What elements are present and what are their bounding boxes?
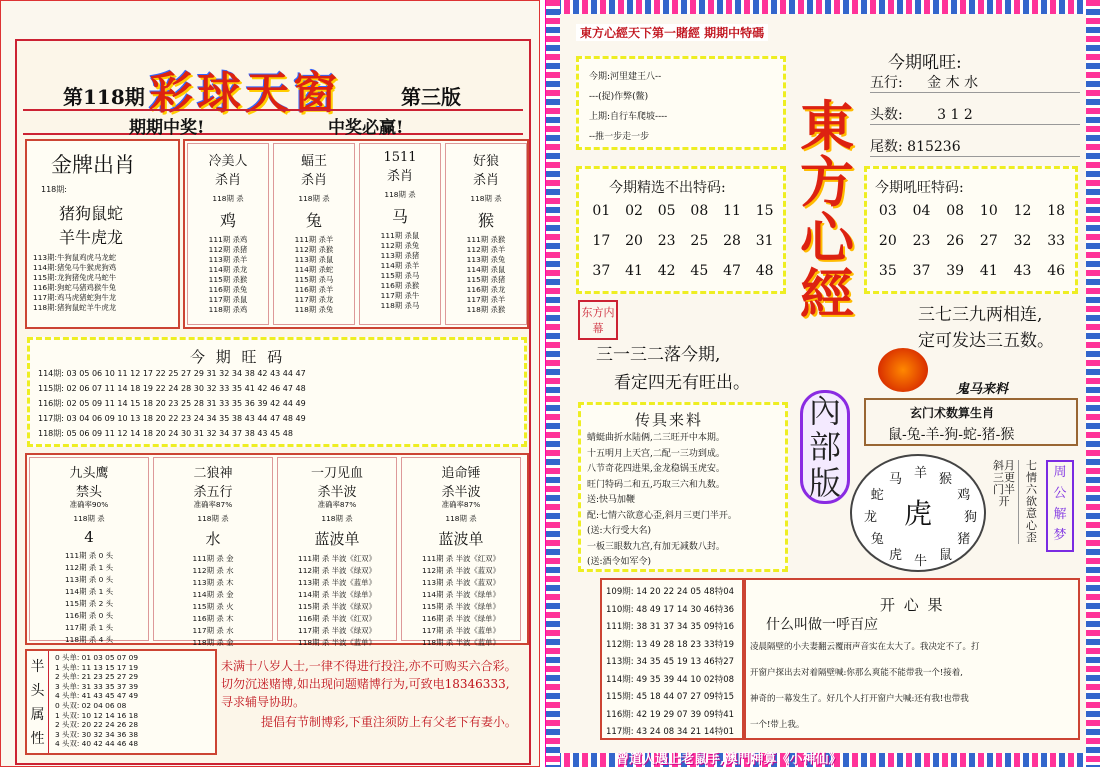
kill-column-name: 蝠王 (300, 154, 327, 169)
kill-column-rows (360, 231, 440, 311)
gold-history-row: 115期:龙狗猪兔虎马蛇牛 (33, 273, 117, 282)
banshou-row: 3 头单: 31 33 35 37 39 (55, 681, 139, 691)
tema-number: 08 (946, 203, 965, 219)
kaixin-line: 神奇的一幕发生了。好几个人打开窗户大喊:还有我!也带我 (750, 694, 969, 704)
kill-box-pick: 蓝波单 (438, 530, 484, 548)
gold-history-row: 118期:猪狗鼠蛇羊牛虎龙 (33, 303, 117, 312)
weishu-label: 尾数: (870, 139, 903, 155)
kill-box-pick: 蓝波单 (314, 530, 360, 548)
kill-box-name: 追命锤 (441, 466, 481, 481)
kill-box-type: 杀五行 (193, 485, 233, 500)
zodiac-ring-char: 蛇 (870, 488, 884, 503)
notice-text-2: 提倡有节制博彩,下重注须防上有父老下有妻小。 (261, 715, 517, 729)
tema-number: 04 (912, 203, 931, 219)
houwang-box (866, 44, 1084, 162)
dongfang-brand: 東方心經 (800, 94, 854, 326)
kill-column-pick: 鸡 (219, 211, 236, 230)
edition-label: 第三版 (401, 85, 461, 109)
tema-number: 43 (1013, 263, 1032, 279)
kill-column-row: 116期 杀龙 (466, 285, 506, 294)
buchu-number: 47 (723, 263, 741, 279)
kill-column-row: 113期 杀鼠 (294, 255, 334, 264)
kill-box-accuracy: 准确率87% (441, 500, 481, 509)
kill-column-row: 115期 杀猪 (466, 275, 506, 284)
kill-column-rows (188, 235, 268, 315)
kill-column-rows (446, 235, 526, 315)
side-text-3: 周公解梦 (1046, 460, 1074, 552)
kill-box-row: 111期 杀 金 (192, 554, 234, 563)
kill-column-type: 杀肖 (300, 173, 327, 188)
kill-box-row: 112期 杀 1 头 (64, 563, 114, 572)
buchu-number: 15 (755, 203, 774, 219)
kill-column-sub: 118期 杀 (298, 194, 330, 203)
kill-column-row: 111期 杀猴 (466, 235, 506, 244)
kill-box-rows (30, 550, 148, 646)
clue-line: 今期:河里建王八-- (589, 72, 662, 82)
kill-box-row: 114期 杀 金 (192, 590, 234, 599)
buchu-title: 今期精选不出特码: (609, 180, 726, 196)
kill-box-name: 九头鹰 (69, 466, 109, 481)
wheel-center: 虎 (904, 497, 933, 530)
buchu-number: 42 (657, 263, 676, 279)
kill-column-row: 115期 杀猴 (208, 275, 248, 284)
kill-box-name: 二狼神 (193, 466, 233, 481)
history-row: 113期: 34 35 45 19 13 46特27 (606, 657, 735, 667)
tema-number: 41 (979, 263, 998, 279)
banshou-row: 2 头双: 20 22 24 26 28 (55, 720, 139, 730)
kill-column-row: 113期 杀兔 (466, 255, 506, 264)
kaixin-line: 一个!带上我。 (750, 720, 805, 730)
kill-column-row: 114期 杀鼠 (466, 265, 506, 274)
side-text-2: 七情六欲意心歪 (1018, 460, 1042, 544)
toushu-value: 3 1 2 (937, 107, 973, 123)
kill-column-row: 118期 杀马 (380, 301, 420, 310)
kill-box-sub: 118期 杀 (197, 514, 229, 523)
slogan-bar (23, 109, 523, 138)
history-row: 116期: 42 19 29 07 39 09特41 (606, 709, 735, 720)
kill-column-row: 114期 杀蛇 (294, 265, 334, 274)
kill-column-row: 117期 杀羊 (466, 295, 506, 304)
wangma-row: 114期: 03 05 06 10 11 12 17 22 25 27 29 31 32 34 38 42 43 44 47 (38, 369, 306, 378)
kill-column-row: 111期 杀鸡 (208, 235, 248, 244)
buchu-number: 48 (755, 263, 774, 279)
wangma-row: 116期: 02 05 09 11 14 15 18 20 23 25 28 31 33 35 36 39 42 44 49 (38, 399, 306, 408)
kill-column-row: 117期 杀龙 (294, 295, 334, 304)
chuanju-line: 配:七情六欲意心歪,斜月三更门半开。 (587, 510, 737, 521)
kill-column-sub: 118期 杀 (384, 190, 416, 199)
kill-column-sub: 118期 杀 (470, 194, 502, 203)
kill-box-row: 113期 杀 0 头 (64, 575, 114, 584)
kill-box (277, 457, 397, 647)
kill-box-row: 116期 杀 0 头 (64, 611, 114, 620)
chuanju-line: 一板三眼数九宫,有加无减数八封。 (587, 541, 725, 552)
zodiac-ring-char: 马 (889, 471, 903, 487)
history-row: 117期: 43 24 08 34 21 14特01 (606, 727, 735, 737)
gold-history-row: 117期:鸡马虎猪蛇狗牛龙 (33, 293, 117, 302)
history-row: 112期: 13 49 28 18 23 33特19 (606, 639, 735, 650)
left-fence (546, 0, 560, 767)
wangma-row: 117期: 03 04 06 09 10 13 18 20 22 23 24 34 35 38 43 44 47 48 49 (38, 414, 306, 423)
history-row: 109期: 14 20 22 24 05 48特04 (606, 587, 735, 597)
notice-text: 未满十八岁人士,一律不得进行投注,亦不可购买六合彩。切勿沉迷赌博,如出现问题赌博行为,可致电18346333,寻求辅导协助。 (221, 659, 517, 709)
kill-column-row: 116期 杀羊 (294, 285, 334, 294)
gold-history-row: 114期:猪兔马牛猴虎狗鸡 (33, 263, 117, 272)
kill-column-row: 118期 杀兔 (294, 305, 334, 314)
gold-history-row: 113期:牛狗鼠鸡虎马龙蛇 (33, 253, 117, 262)
kill-column (445, 143, 527, 325)
kill-box-sub: 118期 杀 (321, 514, 353, 523)
kill-box-type: 禁头 (75, 485, 102, 500)
buchu-box (576, 166, 786, 294)
tema-number: 27 (979, 233, 998, 249)
tiger-icon (878, 348, 928, 392)
slogan-1: 期期中奖! (129, 118, 205, 138)
kill-column-row: 113期 杀羊 (208, 255, 248, 264)
weishu-row (870, 136, 1080, 157)
kill-boxes (25, 453, 529, 645)
history-list (606, 584, 734, 742)
kill-column-row: 118期 杀猴 (466, 305, 506, 314)
kill-column-sub: 118期 杀 (212, 194, 244, 203)
kill-box-row: 115期 杀 火 (192, 602, 234, 611)
kill-column-type: 杀肖 (472, 173, 499, 188)
toushu-label: 头数: (870, 107, 903, 123)
clue-line: --推一步走一步 (589, 132, 650, 142)
history-row: 115期: 45 18 44 07 27 09特15 (606, 692, 735, 702)
kill-box-row: 114期 杀 1 头 (64, 587, 114, 596)
chuanju-box (578, 402, 788, 572)
banshou-row: 4 头双: 40 42 44 46 48 (55, 739, 139, 749)
kill-box-row: 118期 杀 金 (192, 638, 234, 647)
kill-box (29, 457, 149, 644)
kill-box-row: 115期 杀 半波《绿双》 (298, 602, 376, 611)
kill-box (153, 457, 273, 647)
clue-box (576, 56, 786, 150)
zodiac-ring-char: 羊 (914, 466, 928, 481)
kill-box-row: 112期 杀 水 (192, 566, 234, 575)
kill-column-row: 118期 杀鸡 (208, 305, 248, 314)
kill-box-type: 杀半波 (317, 485, 357, 500)
tema-number: 35 (878, 263, 897, 279)
zodiac-ring-char: 虎 (889, 548, 903, 564)
kill-column-type: 杀肖 (214, 173, 241, 188)
kill-box (401, 457, 521, 647)
kill-column-name: 1511 (383, 150, 417, 165)
history-row: 110期: 48 49 17 14 30 46特36 (606, 604, 735, 615)
kill-box-pick: 水 (205, 530, 221, 548)
brand-title: 彩球天窗 (149, 68, 341, 119)
kill-box-name: 一刀见血 (310, 466, 363, 481)
kill-box-row: 118期 杀 半波《蓝单》 (298, 638, 376, 647)
kill-column-row: 116期 杀兔 (208, 285, 248, 294)
kill-column-row: 114期 杀龙 (208, 265, 248, 274)
wangma-rows (38, 366, 306, 441)
chuanju-line: 送:快马加鞭 (587, 495, 636, 505)
poem1-b: 看定四无有旺出。 (614, 373, 750, 393)
tiger-caption: 鬼马来料 (956, 382, 1009, 397)
kill-box-row: 111期 杀 半波《红双》 (422, 554, 500, 563)
tema-number: 03 (878, 203, 897, 219)
banshou-row: 0 头双: 02 04 06 08 (55, 700, 127, 710)
kill-column-row: 115期 杀马 (380, 271, 420, 280)
kill-box-row: 117期 杀 半波《绿双》 (298, 626, 376, 635)
buchu-number: 23 (657, 233, 676, 249)
banshou-box (25, 649, 217, 755)
xuanmen-box (864, 398, 1078, 446)
kill-column-row: 115期 杀马 (294, 275, 334, 284)
poem1-a: 三一三二落今期, (596, 345, 721, 365)
tema-number: 12 (1013, 203, 1032, 219)
kill-column-row: 112期 杀兔 (380, 241, 420, 250)
tema-number: 26 (946, 233, 965, 249)
tema-title: 今期吼旺特码: (875, 180, 964, 196)
banshou-row: 1 头双: 10 12 14 16 18 (55, 710, 139, 720)
banshou-row: 1 头单: 11 13 15 17 19 (55, 662, 139, 672)
kill-box-row: 113期 杀 半波《蓝双》 (422, 578, 500, 587)
buchu-number: 28 (723, 233, 741, 249)
tema-number: 20 (878, 233, 897, 249)
history-box (600, 578, 744, 740)
banshou-row: 2 头单: 21 23 25 27 29 (55, 672, 139, 682)
banshou-row: 0 头单: 01 03 05 07 09 (55, 653, 139, 662)
kill-column-row: 114期 杀羊 (380, 261, 420, 270)
zodiac-ring-char: 狗 (964, 510, 978, 525)
weishu-value: 815236 (907, 139, 961, 155)
zodiac-ring-char: 鼠 (939, 548, 953, 564)
kill-column-pick: 猴 (477, 211, 494, 230)
issue-number: 第118期 (63, 85, 145, 109)
kill-column-pick: 马 (391, 207, 408, 226)
xuanmen-list: 鼠-兔-羊-狗-蛇-猪-猴 (888, 427, 1015, 443)
chuanju-title: 传具来料 (635, 411, 704, 429)
tema-number: 32 (1013, 233, 1032, 249)
wangma-row: 115期: 02 06 07 11 14 18 19 22 24 28 30 32 33 35 41 42 46 47 48 (38, 384, 306, 393)
gold-title: 金牌出肖 (51, 153, 135, 177)
gold-line2: 羊牛虎龙 (59, 228, 124, 247)
tema-number: 46 (1047, 263, 1066, 279)
gold-history (33, 253, 116, 313)
kaixin-line: 开窗户探出去对着隔壁喊:你那么爽能不能带我一个!接着, (750, 668, 963, 678)
buchu-number: 25 (690, 233, 709, 249)
chuanju-lines (587, 431, 737, 571)
buchu-number: 11 (723, 203, 741, 219)
tema-number: 39 (946, 263, 965, 279)
wangma-title: 今 期 旺 码 (190, 348, 286, 366)
kill-column-name: 好狼 (472, 154, 499, 169)
zodiac-ring-char: 猪 (957, 532, 971, 547)
buchu-number: 37 (592, 263, 611, 279)
kill-column-row: 116期 杀猴 (380, 281, 420, 290)
kill-column-row: 112期 杀猴 (294, 245, 334, 254)
kill-box-row: 118期 杀 半波《蓝单》 (422, 638, 500, 647)
clue-line: ---(捉)作弊(鳖) (589, 92, 649, 102)
poem2-a: 三七三九两相连, (918, 305, 1043, 325)
kill-column-row: 111期 杀鼠 (380, 231, 420, 240)
kill-box-row: 117期 杀 1 头 (64, 623, 114, 632)
wangma-row: 118期: 05 06 09 11 12 14 18 20 24 30 31 32 34 37 38 43 45 48 (38, 429, 293, 438)
banshou-vertical (27, 651, 49, 753)
buchu-number: 45 (690, 263, 709, 279)
kill-box-row: 116期 杀 半波《绿单》 (422, 614, 500, 623)
kill-column (273, 143, 355, 325)
kill-box-row: 111期 杀 0 头 (64, 551, 114, 560)
zodiac-ring-char: 牛 (914, 554, 928, 569)
chuanju-line: (送:大行受大名) (587, 526, 652, 536)
clue-list (589, 67, 667, 147)
kaixin-lines (750, 634, 980, 738)
zodiac-ring-char: 猴 (939, 471, 953, 487)
wangma-box (27, 337, 527, 447)
zodiac-wheel (850, 454, 986, 572)
tema-number: 37 (912, 263, 931, 279)
tema-number: 10 (979, 203, 998, 219)
banshou-char: 性 (30, 731, 45, 747)
kill-box-rows (154, 553, 272, 649)
buchu-number: 02 (625, 203, 643, 219)
gold-box (25, 139, 180, 329)
kill-column-row: 111期 杀羊 (294, 235, 334, 244)
zodiac-ring-char: 兔 (870, 532, 884, 547)
wuxing-value: 金 木 水 (927, 75, 979, 91)
kill-box-rows (402, 553, 520, 649)
chuanju-line: 旺门特码二和五,巧取三六和九数。 (587, 479, 725, 490)
kaixin-subtitle: 什么叫做一呼百应 (766, 617, 878, 633)
kill-column-row: 117期 杀牛 (380, 291, 420, 300)
top-fence (546, 0, 1100, 14)
kill-column-rows (274, 235, 354, 315)
history-row: 111期: 38 31 37 34 35 09特16 (606, 622, 735, 632)
banshou-char: 属 (30, 707, 45, 723)
buchu-number: 05 (657, 203, 676, 219)
kill-box-type: 杀半波 (441, 485, 481, 500)
houwang-title: 今期吼旺: (888, 53, 962, 73)
kill-box-row: 114期 杀 半波《绿单》 (422, 590, 500, 599)
kill-column-row: 112期 杀猪 (208, 245, 248, 254)
kill-box-row: 118期 杀 4 头 (64, 635, 114, 644)
stamp: 东方内幕 (578, 300, 618, 340)
slogan-2: 中奖必赢! (328, 118, 404, 138)
buchu-number: 31 (755, 233, 774, 249)
kill-box-accuracy: 准确率90% (69, 500, 109, 509)
kill-box-sub: 118期 杀 (445, 514, 477, 523)
wuxing-row (870, 72, 1080, 93)
kill-box-row: 112期 杀 半波《绿双》 (298, 566, 376, 575)
kaixin-title: 开 心 果 (880, 596, 945, 614)
kill-box-row: 117期 杀 水 (192, 626, 234, 635)
top-banner: 東方心經天下第一賭經 期期中特碼 (576, 24, 768, 41)
banshou-row: 4 头单: 41 43 45 47 49 (55, 691, 139, 701)
banshou-char: 半 (30, 659, 45, 675)
kaixin-box (744, 578, 1080, 740)
inner-edition: 內部版 (800, 390, 850, 504)
kill-column-pick: 兔 (305, 211, 322, 230)
kill-box-row: 113期 杀 木 (192, 578, 234, 587)
kill-box-row: 113期 杀 半波《蓝单》 (298, 578, 376, 587)
buchu-number: 17 (592, 233, 611, 249)
xuanmen-title: 玄门术数算生肖 (910, 406, 995, 420)
kill-box-row: 117期 杀 半波《蓝单》 (422, 626, 500, 635)
buchu-grid (585, 203, 781, 279)
kill-box-accuracy: 准确率87% (317, 500, 357, 509)
kill-column-name: 冷美人 (208, 154, 248, 169)
kill-column-row: 117期 杀鼠 (208, 295, 248, 304)
kill-box-sub: 118期 杀 (73, 514, 105, 523)
buchu-number: 20 (625, 233, 643, 249)
kill-box-pick: 4 (84, 528, 94, 546)
kill-box-row: 115期 杀 半波《绿单》 (422, 602, 500, 611)
footer-banner: 曾道人遇上老鼠手,澳門神算《小神仙》 (616, 752, 842, 767)
kill-column-row: 113期 杀猪 (380, 251, 420, 260)
kill-box-row: 115期 杀 2 头 (64, 599, 114, 608)
kill-box-row: 114期 杀 半波《绿单》 (298, 590, 376, 599)
kill-box-row: 116期 杀 木 (192, 614, 234, 623)
tema-number: 33 (1047, 233, 1066, 249)
left-page (0, 0, 540, 767)
gold-history-row: 116期:狗蛇马猪鸡猴牛兔 (33, 283, 117, 292)
toushu-row (870, 104, 1080, 125)
tema-grid (871, 203, 1073, 279)
tema-number: 18 (1047, 203, 1066, 219)
history-row: 114期: 49 35 39 44 10 02特08 (606, 674, 735, 685)
kill-box-rows (278, 553, 396, 649)
kill-column (359, 143, 441, 325)
kill-column (187, 143, 269, 325)
chuanju-line: 蜻蜓曲折水陆俩,二三旺开中本期。 (587, 433, 725, 443)
kaixin-line: 凌晨隔壁的小夫妻翻云覆雨声音实在太大了。我决定不了。打 (750, 642, 980, 652)
right-page (545, 0, 1100, 767)
poem2-b: 定可发达三五数。 (918, 331, 1054, 351)
side-text-1: 斜月三更门半开 (993, 459, 1015, 508)
right-fence (1086, 0, 1100, 767)
gold-line1: 猪狗鼠蛇 (59, 204, 124, 223)
kill-box-row: 112期 杀 半波《蓝双》 (422, 566, 500, 575)
kill-box-row: 111期 杀 半波《红双》 (298, 554, 376, 563)
chuanju-line: 十五明月上天宫,二配一三功到成。 (587, 448, 725, 459)
zodiac-ring-char: 龙 (864, 510, 878, 525)
buchu-number: 08 (690, 203, 709, 219)
gold-issue: 118期: (41, 185, 67, 194)
banshou-char: 头 (30, 683, 45, 699)
wuxing-label: 五行: (870, 75, 903, 91)
chuanju-line: 八节奇花四进果,金龙稳锅玉虎安。 (587, 464, 725, 474)
chuanju-line: (送:酒令如军令) (587, 557, 652, 567)
buchu-number: 01 (592, 203, 611, 219)
kill-box-accuracy: 准确率87% (193, 500, 233, 509)
kill-column-type: 杀肖 (386, 169, 413, 184)
banshou-rows (55, 653, 138, 749)
tema-number: 23 (912, 233, 931, 249)
buchu-number: 41 (625, 263, 643, 279)
zodiac-ring-char: 鸡 (957, 488, 971, 503)
kill-box-row: 116期 杀 半波《红双》 (298, 614, 376, 623)
kill-column-row: 112期 杀羊 (466, 245, 506, 254)
clue-line: 上期:自行车爬坡---- (589, 112, 668, 122)
banshou-row: 3 头双: 30 32 34 36 38 (55, 729, 139, 739)
tema-box (864, 166, 1078, 294)
zodiac-kill-columns (183, 139, 529, 329)
